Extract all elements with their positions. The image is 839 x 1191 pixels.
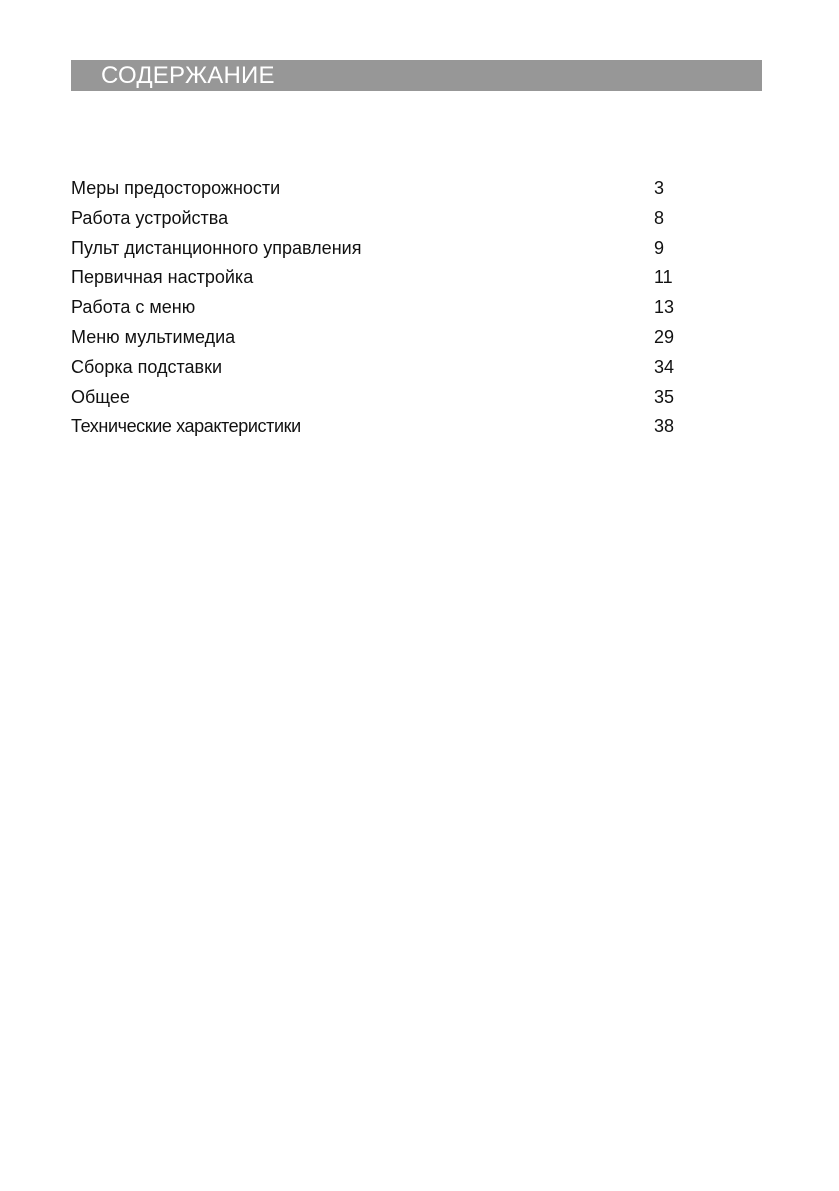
toc-entry-title: Общее bbox=[71, 386, 130, 407]
toc-entry-specifications bbox=[71, 412, 711, 442]
toc-entry-title: Работа устройства bbox=[71, 207, 229, 228]
toc-entry-page: 8 bbox=[654, 207, 665, 228]
contents-title: СОДЕРЖАНИЕ bbox=[101, 62, 275, 89]
toc-entry-page: 9 bbox=[654, 237, 665, 258]
toc-entry-title: Меры предосторожности bbox=[71, 178, 281, 198]
toc-entry-page: 35 bbox=[654, 386, 675, 407]
toc-entry-title: Сборка подставки bbox=[71, 356, 223, 377]
toc-entry-safety-precautions bbox=[71, 174, 711, 204]
contents-header-bar bbox=[71, 60, 762, 91]
toc-entry-page: 38 bbox=[654, 416, 675, 437]
toc-entry-title: Первичная настройка bbox=[71, 267, 254, 288]
toc-entry-title: Технические характеристики bbox=[71, 416, 301, 437]
toc-entry-page: 11 bbox=[654, 267, 673, 288]
table-of-contents bbox=[71, 174, 711, 442]
toc-entry-page: 34 bbox=[654, 356, 675, 377]
toc-entry-menu-operation bbox=[71, 293, 711, 323]
toc-entry-multimedia-menu bbox=[71, 323, 711, 353]
toc-entry-initial-setup bbox=[71, 263, 711, 293]
toc-entry-title: Меню мультимедиа bbox=[71, 326, 236, 347]
toc-entry-device-operation bbox=[71, 204, 711, 234]
toc-entry-page: 29 bbox=[654, 326, 675, 347]
toc-entry-general bbox=[71, 383, 711, 413]
toc-entry-page: 13 bbox=[654, 297, 675, 318]
toc-entry-page: 3 bbox=[654, 178, 665, 198]
toc-entry-remote-control bbox=[71, 234, 711, 264]
toc-entry-title: Пульт дистанционного управления bbox=[71, 237, 362, 258]
toc-entry-title: Работа с меню bbox=[71, 297, 196, 318]
toc-entry-stand-assembly bbox=[71, 353, 711, 383]
